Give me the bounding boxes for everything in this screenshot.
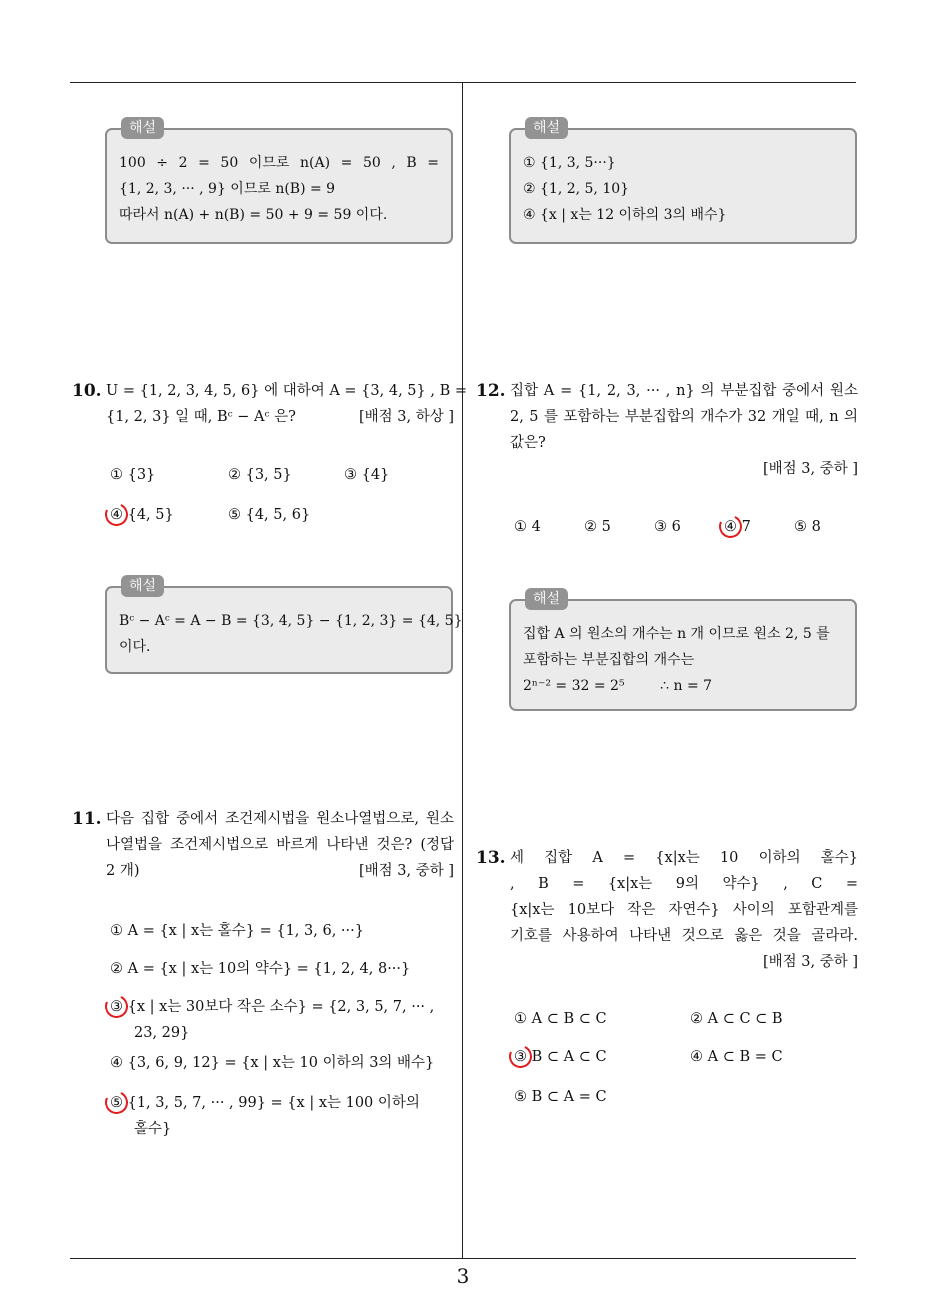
choice-2[interactable]: ② A ⊂ C ⊂ B [690, 1011, 783, 1027]
solution-line: ① {1, 3, 5···} [523, 155, 616, 171]
score-label: [배점 3, 중하 ] [358, 863, 454, 879]
bottom-rule [70, 1258, 856, 1259]
solution-box-q11 [509, 120, 857, 244]
question-text: 2, 5 를 포함하는 부분집합의 개수가 32 개일 때, n 의 [510, 409, 858, 425]
question-number: 11. [72, 809, 102, 829]
question-12 [476, 378, 858, 482]
column-divider [462, 82, 463, 1259]
choice-5[interactable]: ⑤ {1, 3, 5, 7, ··· , 99} = {x | x는 100 이하의 [110, 1095, 420, 1111]
question-number: 12. [476, 381, 506, 401]
question-text: U = {1, 2, 3, 4, 5, 6} 에 대하여 A = {3, 4, 5} , B = [106, 383, 467, 399]
score-label: [배점 3, 중하 ] [762, 954, 858, 970]
choice-5[interactable]: ⑤ 8 [794, 519, 821, 535]
solution-box-q10 [105, 578, 463, 674]
question-number: 13. [476, 848, 506, 868]
choice-1[interactable]: ① A ⊂ B ⊂ C [514, 1011, 607, 1027]
solution-box-q12 [509, 591, 857, 711]
choice-4[interactable]: ④ {4, 5} [110, 507, 174, 523]
solution-tag: 해설 [525, 588, 568, 610]
choice-3-continued: 23, 29} [134, 1025, 190, 1041]
choice-4[interactable]: ④ A ⊂ B = C [690, 1049, 783, 1065]
solution-line: 이다. [119, 639, 151, 655]
solution-line: 따라서 n(A) + n(B) = 50 + 9 = 59 이다. [119, 207, 388, 223]
solution-line: 포함하는 부분집합의 개수는 [523, 652, 695, 668]
question-text: 다음 집합 중에서 조건제시법을 원소나열법으로, 원소 [106, 811, 454, 827]
score-label: [배점 3, 중하 ] [762, 461, 858, 477]
score-label: [배점 3, 하상 ] [358, 409, 454, 425]
choice-4[interactable]: ④ 7 [724, 519, 751, 535]
question-text: 2 개) [배점 3, 중하 ] [106, 858, 454, 884]
solution-line: ② {1, 2, 5, 10} [523, 181, 630, 197]
question-text: {1, 2, 3} 일 때, Bᶜ − Aᶜ 은? [배점 3, 하상 ] [106, 404, 454, 430]
solution-tag: 해설 [121, 575, 164, 597]
question-10 [72, 378, 467, 430]
solution-line: Bᶜ − Aᶜ = A − B = {3, 4, 5} − {1, 2, 3} = {4, 5} [119, 613, 463, 629]
choice-3[interactable]: ③ {x | x는 30보다 작은 소수} = {2, 3, 5, 7, ··· , [110, 999, 435, 1015]
page-number: 3 [456, 1264, 470, 1288]
choice-3[interactable]: ③ B ⊂ A ⊂ C [514, 1049, 607, 1065]
question-number: 10. [72, 381, 102, 401]
choice-5-continued: 홀수} [134, 1121, 172, 1137]
choice-3[interactable]: ③ {4} [344, 467, 390, 483]
question-13 [476, 845, 858, 975]
solution-line: 2ⁿ⁻² = 32 = 2⁵ ∴ n = 7 [523, 678, 713, 694]
solution-line: {1, 2, 3, ··· , 9} 이므로 n(B) = 9 [119, 181, 336, 197]
choice-4[interactable]: ④ {3, 6, 9, 12} = {x | x는 10 이하의 3의 배수} [110, 1055, 435, 1071]
solution-tag: 해설 [121, 117, 164, 139]
choice-1[interactable]: ① {3} [110, 467, 156, 483]
solution-box-q9 [105, 120, 453, 244]
solution-line: ④ {x | x는 12 이하의 3의 배수} [523, 207, 727, 223]
choice-2[interactable]: ② 5 [584, 519, 611, 535]
solution-tag: 해설 [525, 117, 568, 139]
solution-line: 100 ÷ 2 = 50 이므로 n(A) = 50 , B = [119, 155, 439, 171]
question-text: 집합 A = {1, 2, 3, ··· , n} 의 부분집합 중에서 원소 [510, 383, 858, 399]
choice-3[interactable]: ③ 6 [654, 519, 681, 535]
question-text: 기호를 사용하여 나타낸 것으로 옳은 것을 골라라. [510, 928, 858, 944]
top-rule [70, 82, 856, 83]
choice-1[interactable]: ① A = {x | x는 홀수} = {1, 3, 6, ···} [110, 923, 364, 939]
question-text: 나열법을 조건제시법으로 바르게 나타낸 것은? (정답 [106, 837, 454, 853]
solution-line: 집합 A 의 원소의 개수는 n 개 이므로 원소 2, 5 를 [523, 626, 830, 642]
choice-5[interactable]: ⑤ {4, 5, 6} [228, 507, 311, 523]
question-text: {x|x는 10보다 작은 자연수} 사이의 포함관계를 [510, 902, 858, 918]
choice-2[interactable]: ② A = {x | x는 10의 약수} = {1, 2, 4, 8···} [110, 961, 411, 977]
choice-1[interactable]: ① 4 [514, 519, 541, 535]
choice-2[interactable]: ② {3, 5} [228, 467, 292, 483]
question-text: 세 집합 A = {x|x는 10 이하의 홀수} [510, 850, 858, 866]
question-text: 값은? [510, 435, 546, 451]
choice-5[interactable]: ⑤ B ⊂ A = C [514, 1089, 607, 1105]
question-text: , B = {x|x는 9의 약수} , C = [510, 876, 858, 892]
question-11 [72, 806, 454, 884]
